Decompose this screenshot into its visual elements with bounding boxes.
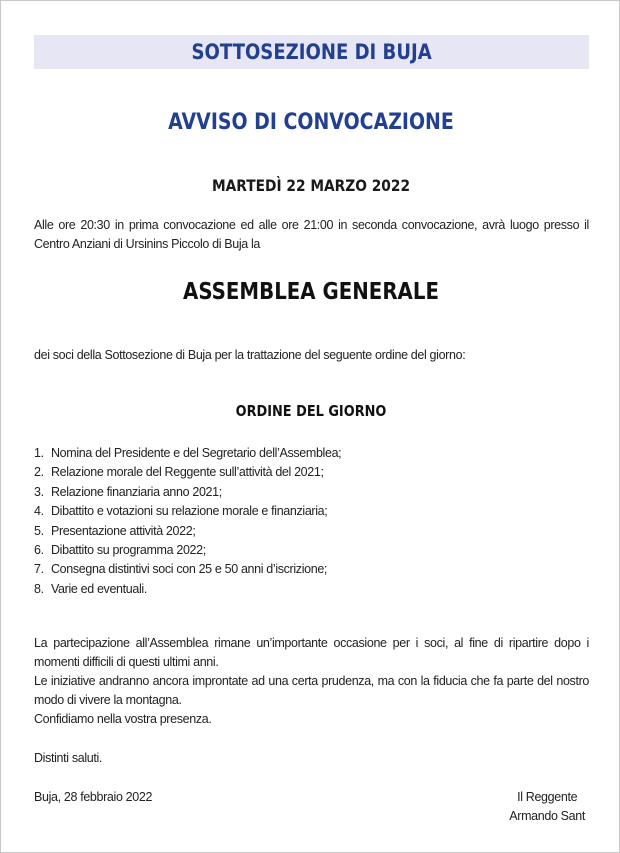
agenda-item: [34, 580, 589, 599]
agenda-item-text: Relazione morale del Reggente sull’attività del 2021;: [51, 465, 324, 480]
closing-paragraph: La partecipazione all’Assemblea rimane un’importante occasione per i soci, al fine di ripartire dopo i momenti difficili di questi ultimi anni.: [34, 636, 589, 669]
notice-title: AVVISO DI CONVOCAZIONE: [168, 110, 454, 135]
agenda-item-number: 8.: [34, 581, 44, 596]
signer-role: Il Reggente: [517, 790, 578, 804]
closing-paragraphs: [34, 634, 589, 729]
agenda-list: [34, 444, 589, 599]
agenda-item-text: Varie ed eventuali.: [51, 581, 147, 596]
signer-name: Armando Sant: [509, 809, 585, 823]
closing-paragraph: Confidiamo nella vostra presenza.: [34, 712, 212, 726]
agenda-item-text: Presentazione attività 2022;: [51, 523, 196, 538]
closing-paragraph: Le iniziative andranno ancora improntate ad una certa prudenza, ma con la fiducia che fa parte del nostro modo di vivere la montagna.: [34, 674, 589, 707]
agenda-item-text: Dibattito su programma 2022;: [51, 542, 206, 557]
members-paragraph: dei soci della Sottosezione di Buja per la trattazione del seguente ordine del giorno:: [34, 348, 466, 362]
agenda-item: [34, 522, 589, 541]
agenda-item-text: Consegna distintivi soci con 25 e 50 anni d’iscrizione;: [51, 562, 328, 577]
meeting-date: MARTEDÌ 22 MARZO 2022: [211, 176, 411, 195]
agenda-item: [34, 463, 589, 482]
banner-title: SOTTOSEZIONE DI BUJA: [191, 40, 432, 64]
agenda-item-number: 6.: [34, 542, 44, 557]
agenda-item-text: Relazione finanziaria anno 2021;: [51, 484, 222, 499]
intro-paragraph: Alle ore 20:30 in prima convocazione ed alle ore 21:00 in seconda convocazione, avrà luogo presso il Centro Anziani di Ursinins Piccolo di Buja la: [34, 218, 589, 251]
agenda-title: ORDINE DEL GIORNO: [235, 402, 387, 420]
agenda-item-number: 4.: [34, 504, 44, 519]
agenda-item-text: Nomina del Presidente e del Segretario dell’Assemblea;: [51, 446, 342, 460]
assembly-title: ASSEMBLEA GENERALE: [183, 279, 439, 305]
agenda-item-number: 7.: [34, 562, 44, 577]
agenda-item-text: Dibattito e votazioni su relazione morale e finanziaria;: [51, 504, 328, 519]
agenda-item-number: 2.: [34, 465, 44, 480]
agenda-item: [34, 541, 589, 560]
place-date: Buja, 28 febbraio 2022: [34, 790, 153, 804]
agenda-item: [34, 483, 589, 502]
header-banner: [34, 35, 589, 69]
agenda-item-number: 1.: [34, 446, 44, 460]
signature-block: [509, 788, 585, 826]
agenda-item-number: 5.: [34, 523, 44, 538]
agenda-item-number: 3.: [34, 484, 44, 499]
agenda-item: [34, 560, 589, 579]
agenda-item: [34, 502, 589, 521]
greeting: Distinti saluti.: [34, 751, 103, 765]
agenda-item: [34, 444, 589, 463]
